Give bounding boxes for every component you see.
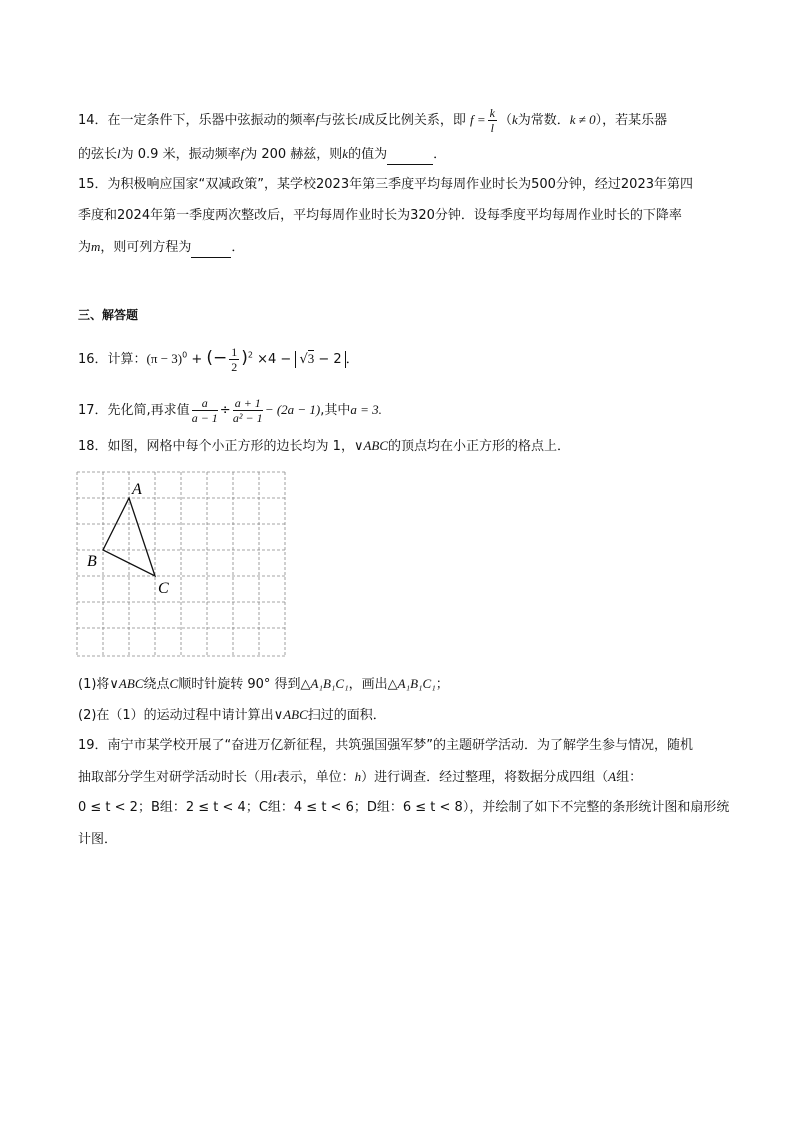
q14-line1: 14．在一定条件下，乐器中弦振动的频率f与弦长l成反比例关系，即 f = $\frac{k}{l}$ （k为常数．k ≠ 0），若某乐器 — [78, 106, 668, 135]
q19-line3: 0 ≤ t < 2；B组：2 ≤ t < 4；C组：4 ≤ t < 6；D组：6 ≤ t < 8），并绘制了如下不完整的条形统计图和扇形统 — [78, 800, 730, 815]
q15-line1: 15．为积极响应国家“双减政策”，某学校2023年第三季度平均每周作业时长为500分钟，经过2023年第四 — [78, 177, 693, 192]
label-c: C — [158, 580, 169, 597]
q15-line2: 季度和2024年第一季度两次整改后，平均每周作业时长为320分钟．设每季度平均每周作业时长的下降率 — [78, 208, 682, 223]
q18-line1: 18．如图，网格中每个小正方形的边长均为 1，∨ABC的顶点均在小正方形的格点上． — [78, 438, 571, 454]
answer-blank[interactable] — [387, 150, 433, 165]
q17-line: 17．先化简,再求值 $\frac{a}{a - 1}$ ÷ $\frac{a + 1}{\text{a² − 1}}$ − (2a − 1),其中a = 3. — [78, 396, 382, 425]
absolute-value: √3 − 2 — [295, 351, 345, 368]
q16-line: 16．计算：$(\pi - 3)^0$ + (− $\frac{1}{2}$ )$^2$ ×4 − √3 − 2 ． — [78, 345, 359, 374]
q18-sub1: (1)将∨ABC绕点C顺时针旋转 90° 得到△A₁B₁C₁，画出△A₁B₁C₁； — [78, 676, 449, 692]
grid-lines — [77, 472, 285, 656]
q19-line1: 19．南宁市某学校开展了“奋进万亿新征程，共筑强国强军梦”的主题研学活动．为了解学生参与情况，随机 — [78, 738, 694, 753]
q15-line3: 为m，则可列方程为 ． — [78, 237, 244, 258]
q19-line4: 计图． — [78, 832, 118, 847]
label-a: A — [132, 481, 142, 498]
q14-line2: 的弦长l为 0.9 米，振动频率f为 200 赫兹，则k的值为 ． — [78, 144, 446, 165]
answer-blank[interactable] — [191, 243, 231, 258]
q19-line2: 抽取部分学生对研学活动时长（用t表示，单位：h）进行调查．经过整理，将数据分成四组（A组： — [78, 769, 643, 785]
q18-sub2: (2)在（1）的运动过程中请计算出∨ABC扫过的面积． — [78, 707, 386, 723]
q14-fraction: $\frac{k}{l}$ — [489, 106, 495, 135]
label-b: B — [87, 553, 97, 570]
section-title: 三、解答题 — [78, 308, 139, 322]
grid-figure — [76, 470, 292, 660]
